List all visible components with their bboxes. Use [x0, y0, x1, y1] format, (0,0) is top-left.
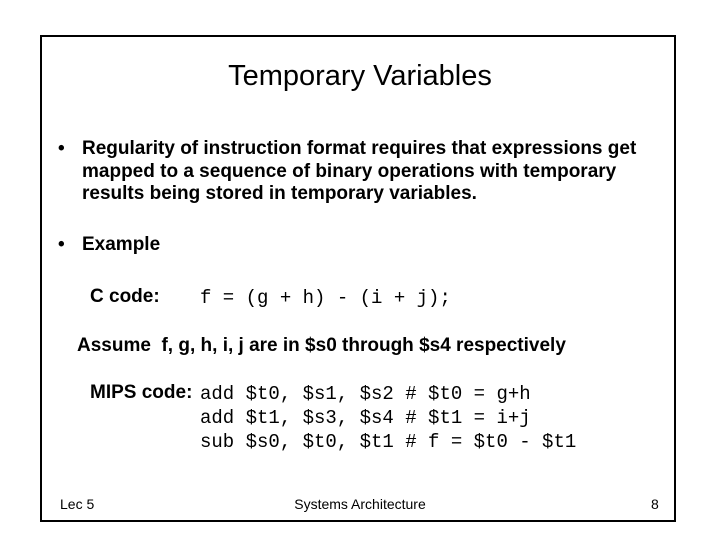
footer-page-number: 8: [651, 496, 659, 512]
mips-code-line-3: sub $s0, $t0, $t1 # f = $t0 - $t1: [200, 431, 577, 453]
mips-code-line-1: add $t0, $s1, $s2 # $t0 = g+h: [200, 383, 531, 405]
bullet-marker-2: •: [58, 234, 65, 255]
bullet-1-line-2: mapped to a sequence of binary operations with temporary: [82, 161, 617, 182]
bullet-1-line-1: Regularity of instruction format requires that expressions get: [82, 138, 637, 159]
bullet-2-line-1: Example: [82, 234, 161, 255]
mips-code-label: MIPS code:: [90, 382, 193, 403]
bullet-marker-1: •: [58, 138, 65, 159]
footer-course-title: Systems Architecture: [294, 496, 426, 512]
assume-text: Assume f, g, h, i, j are in $s0 through $s4 respectively: [77, 335, 566, 356]
bullet-1-line-3: results being stored in temporary variables.: [82, 183, 477, 204]
footer-lecture: Lec 5: [60, 496, 95, 512]
c-code-statement: f = (g + h) - (i + j);: [200, 287, 451, 309]
c-code-label: C code:: [90, 286, 160, 307]
slide-title: Temporary Variables: [228, 60, 492, 92]
mips-code-line-2: add $t1, $s3, $s4 # $t1 = i+j: [200, 407, 531, 429]
